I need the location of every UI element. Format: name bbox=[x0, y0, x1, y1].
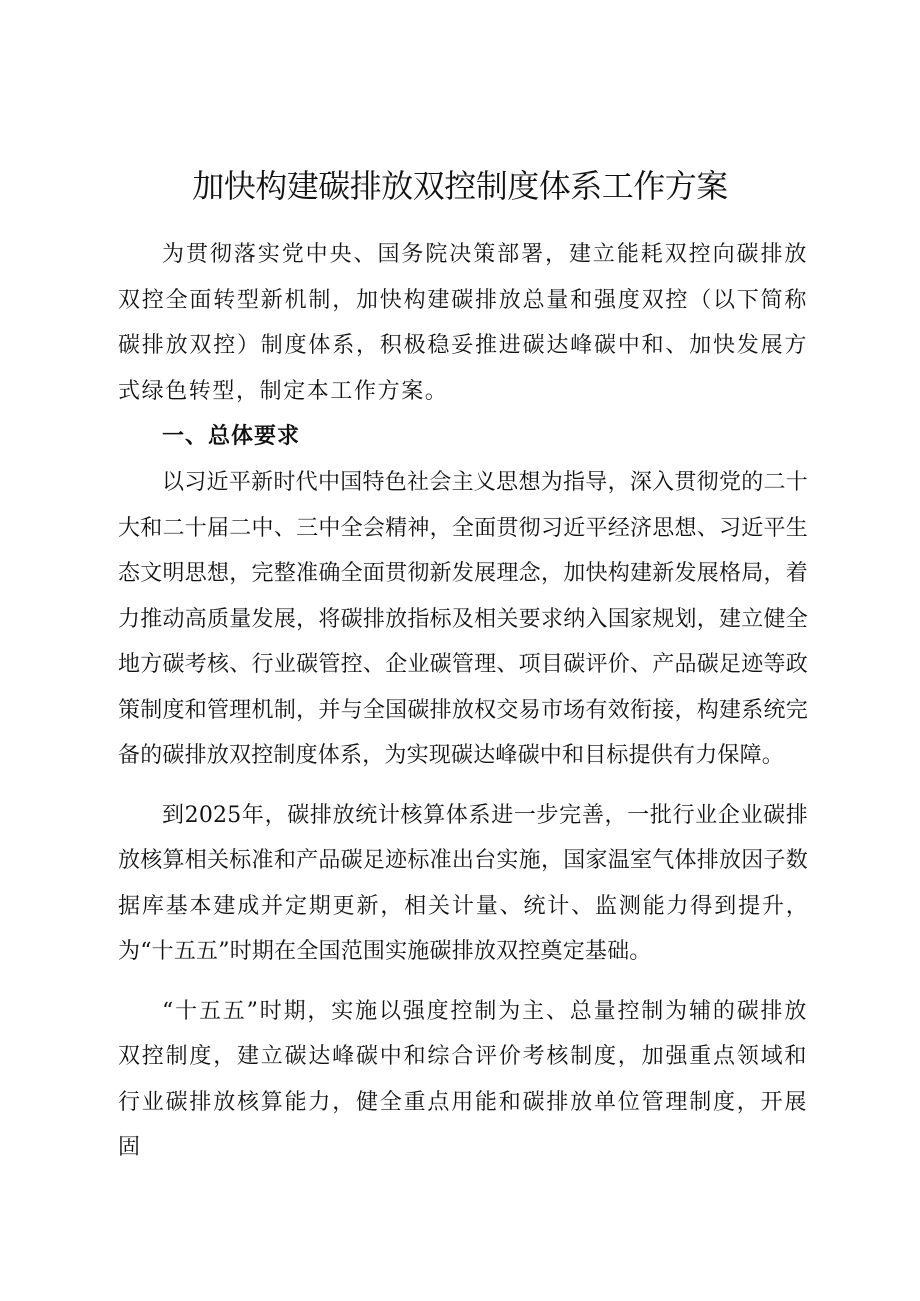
goal-2025-paragraph: 到2025年，碳排放统计核算体系进一步完善，一批行业企业碳排放核算相关标准和产品碳足迹标准出台实施，国家温室气体排放因子数据库基本建成并定期更新，相关计量、统计、监测能力得到提升，为“十五五”时期在全国范围实施碳排放双控奠定基础。 bbox=[118, 802, 808, 964]
document-title: 加快构建碳排放双控制度体系工作方案 bbox=[192, 167, 728, 205]
guiding-principle-paragraph: 以习近平新时代中国特色社会主义思想为指导，深入贯彻党的二十大和二十届二中、三中全会精神，全面贯彻习近平经济思想、习近平生态文明思想，完整准确全面贯彻新发展理念，加快构建新发展格局，着力推动高质量发展，将碳排放指标及相关要求纳入国家规划，建立健全地方碳考核、行业碳管控、企业碳管理、项目碳评价、产品碳足迹等政策制度和管理机制，并与全国碳排放权交易市场有效衔接，构建系统完备的碳排放双控制度体系，为实现碳达峰碳中和目标提供有力保障。 bbox=[118, 470, 808, 768]
document-body bbox=[118, 232, 808, 1171]
intro-paragraph: 为贯彻落实党中央、国务院决策部署，建立能耗双控向碳排放双控全面转型新机制，加快构建碳排放总量和强度双控（以下简称碳排放双控）制度体系，积极稳妥推进碳达峰碳中和、加快发展方式绿色转型，制定本工作方案。 bbox=[118, 242, 808, 404]
section-heading: 一、总体要求 bbox=[162, 424, 301, 449]
fifteenth-plan-paragraph: “十五五”时期，实施以强度控制为主、总量控制为辅的碳排放双控制度，建立碳达峰碳中和综合评价考核制度，加强重点领域和行业碳排放核算能力，健全重点用能和碳排放单位管理制度，开展固 bbox=[118, 998, 808, 1160]
